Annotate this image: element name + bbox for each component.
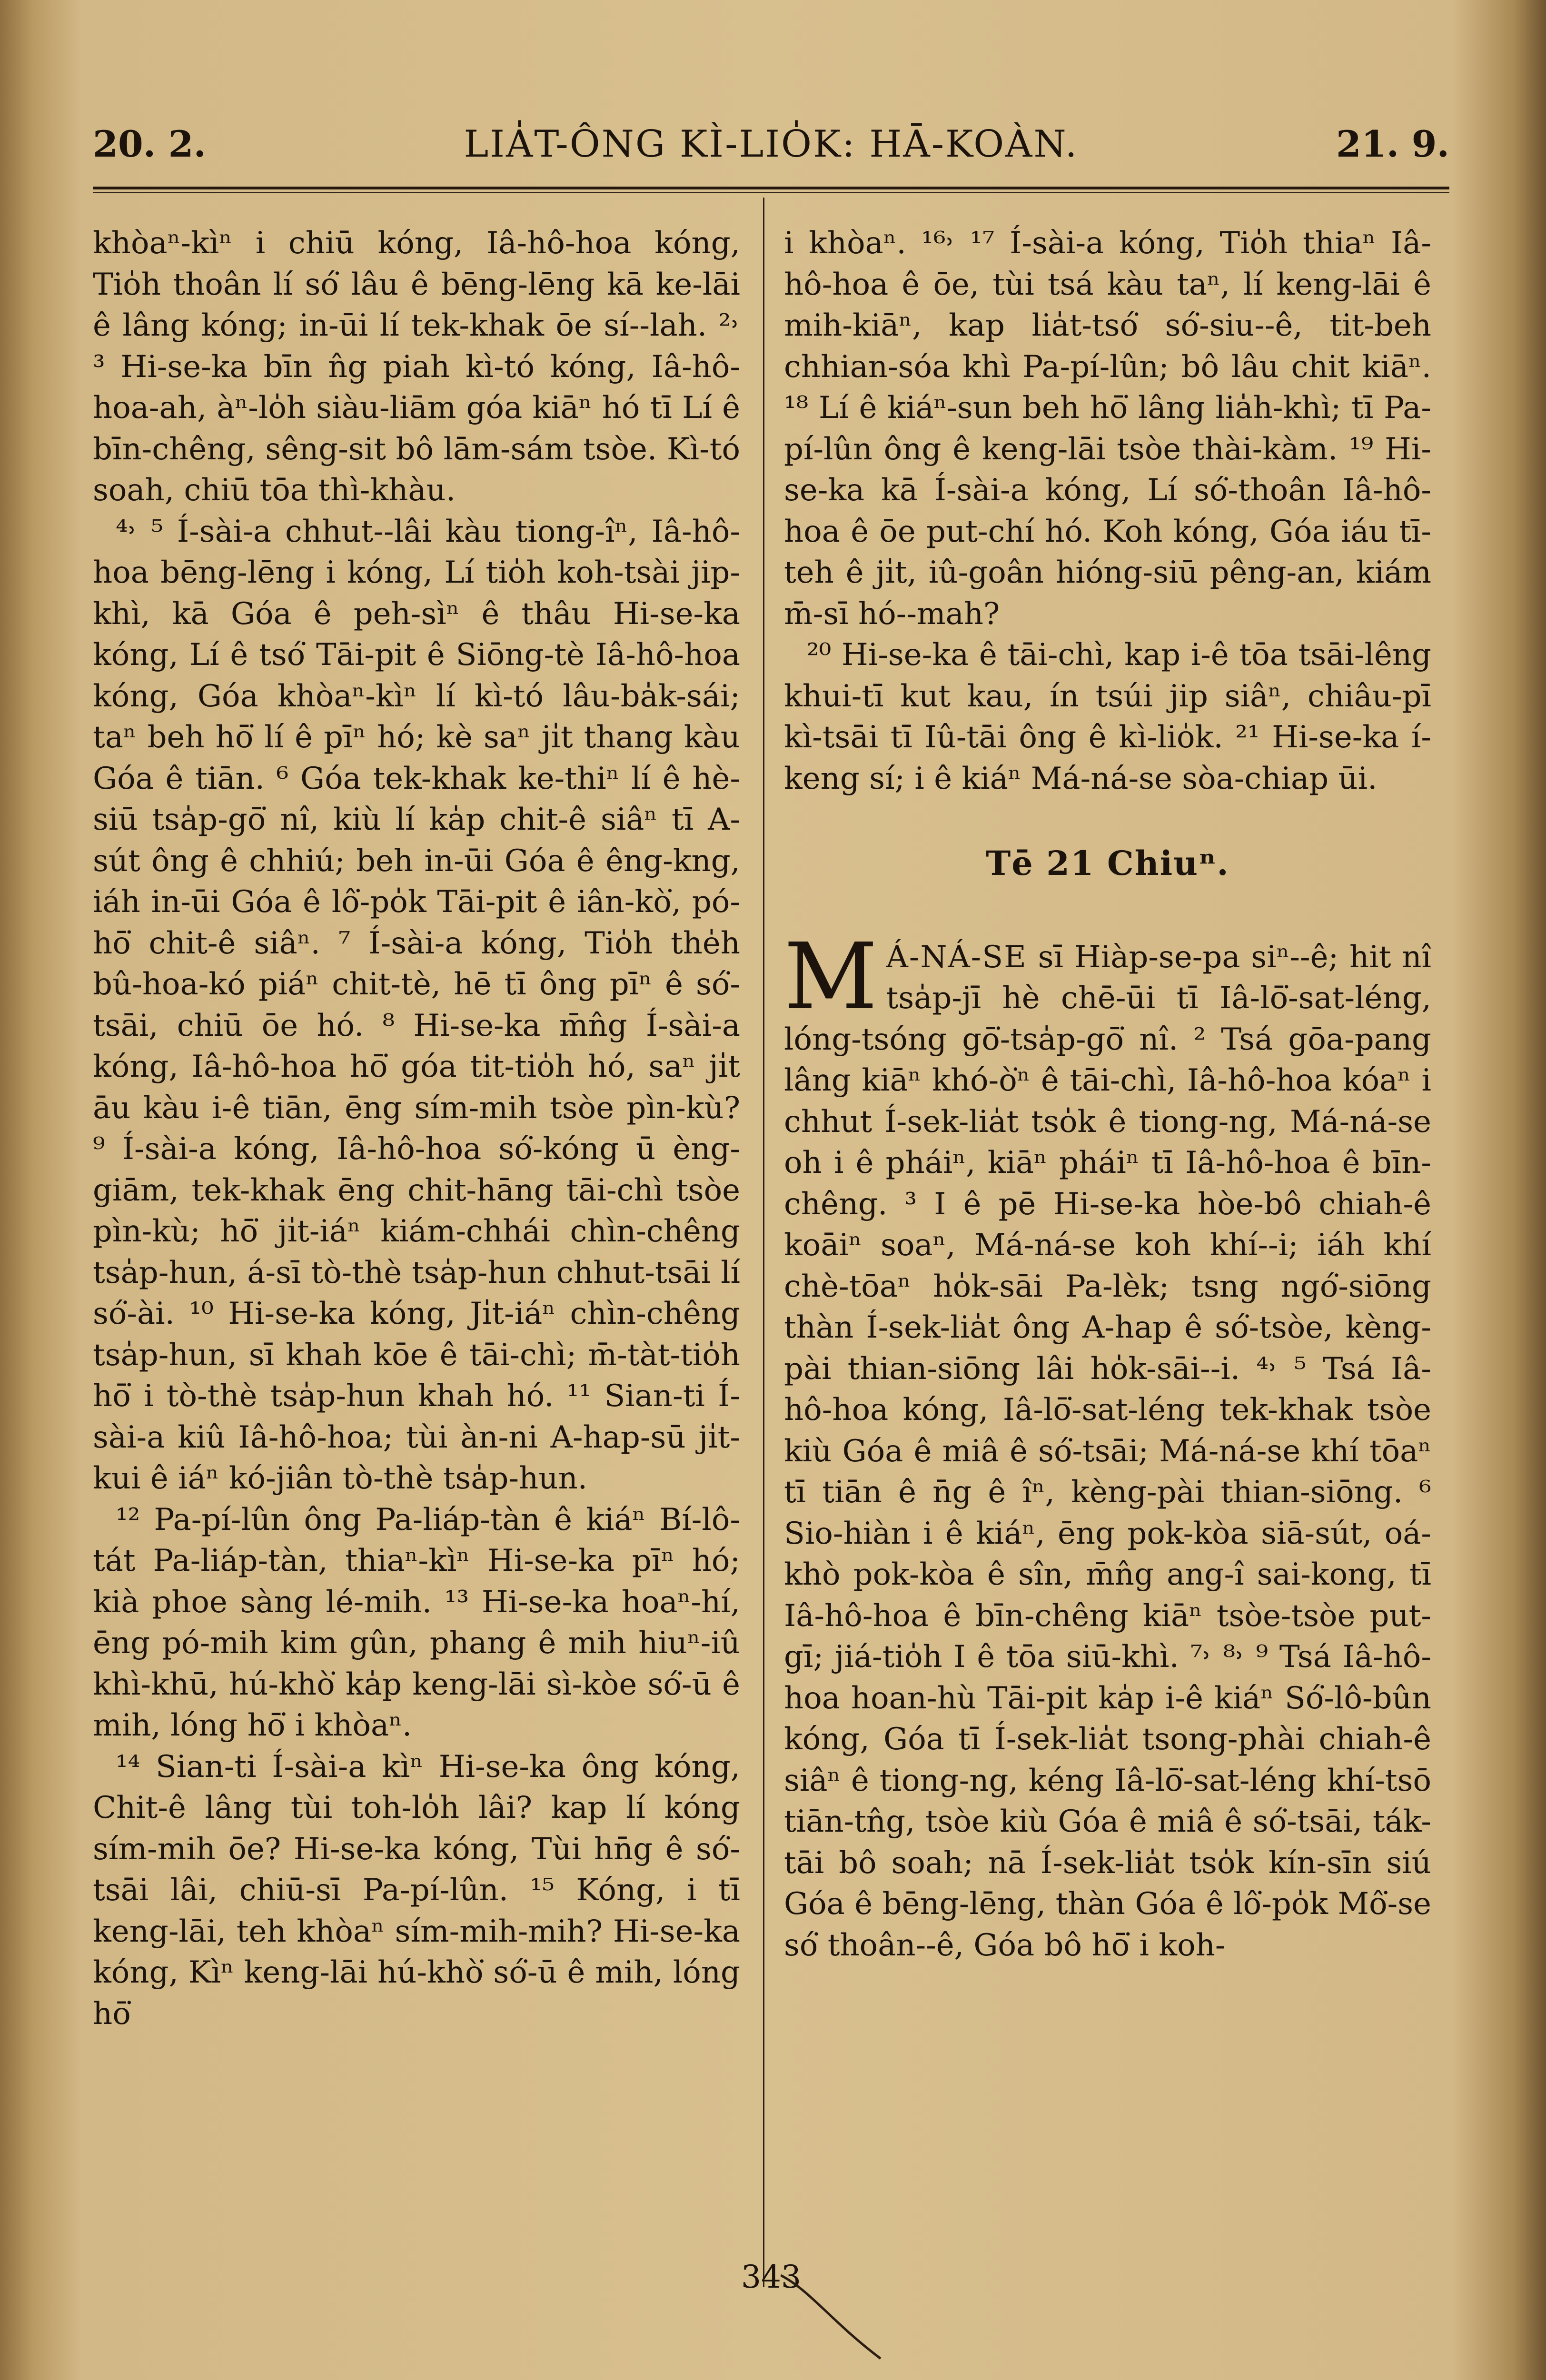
header-rule-thin (93, 192, 1449, 193)
running-header (93, 123, 1449, 180)
left-paragraph-2: ⁴˒ ⁵ Í-sài-a chhut--lâi kàu tiong-îⁿ, Iâ-hô-hoa bēng-lēng i kóng, Lí tio̍h koh-tsài jip-khì, kā Góa ê peh-sìⁿ ê thâu Hi-se-ka kóng, Lí ê tsó͘ Tāi-pit ê Siōng-tè Iâ-hô-hoa kóng, Góa khòaⁿ-kìⁿ lí kì-tó lâu-ba̍k-sái; taⁿ beh hō͘ lí ê pīⁿ hó; kè saⁿ ji̍t thang kàu Góa ê tiān. ⁶ Góa tek-khak ke-thiⁿ lí ê hè-siū tsa̍p-gō͘ nî, kiù lí ka̍p chit-ê siâⁿ tī A-sút ông ê chhiú; beh in-ūi Góa ê êng-kng, iáh in-ūi Góa ê lô͘-po̍k Tāi-pit ê iân-kò͘, pó-hō͘ chit-ê siâⁿ. ⁷ Í-sài-a kóng, Tio̍h the̍h bû-hoa-kó piáⁿ chit-tè, hē tī ông pīⁿ ê só͘-tsāi, chiū ōe hó. ⁸ Hi-se-ka m̄n̂g Í-sài-a kóng, Iâ-hô-hoa hō͘ góa tit-tio̍h hó, saⁿ ji̍t āu kàu i-ê tiān, ēng sím-mih tsòe pìn-kù? ⁹ Í-sài-a kóng, Iâ-hô-hoa só͘-kóng ū èng-giām, tek-khak ēng chit-hāng tāi-chì tsòe pìn-kù; hō͘ ji̍t-iáⁿ kiám-chhái chìn-chêng tsa̍p-hun, á-sī tò-thè tsa̍p-hun chhut-tsāi lí só͘-ài. ¹⁰ Hi-se-ka kóng, Ji̍t-iáⁿ chìn-chêng tsa̍p-hun, sī khah kōe ê tāi-chì; m̄-tàt-tio̍h hō͘ i tò-thè tsa̍p-hun khah hó. ¹¹ Sian-ti Í-sài-a kiû Iâ-hô-hoa; tùi àn-ni A-hap-sū ji̍t-kui ê iáⁿ kó-jiân tò-thè tsa̍p-hun. (93, 514, 740, 1496)
chapter-text: sī Hiàp-se-pa siⁿ--ê; hit nî tsa̍p-jī hè chē-ūi tī Iâ-lō͘-sat-léng, lóng-tsóng gō͘-tsa̍p-gō͘ nî. ² Tsá gōa-pang lâng kiāⁿ khó-ò͘ⁿ ê tāi-chì, Iâ-hô-hoa kóaⁿ i chhut Í-sek-lia̍t tso̍k ê tiong-ng, Má-ná-se oh i ê pháiⁿ, kiāⁿ pháiⁿ tī Iâ-hô-hoa ê bīn-chêng. ³ I ê pē Hi-se-ka hòe-bô chiah-ê koāiⁿ soaⁿ, Má-ná-se koh khí--i; iáh khí chè-tōaⁿ ho̍k-sāi Pa-lèk; tsng ngó͘-siōng thàn Í-sek-lia̍t ông A-hap ê só͘-tsòe, kèng-pài thian-siōng lâi ho̍k-sāi--i. ⁴˒ ⁵ Tsá Iâ-hô-hoa kóng, Iâ-lō͘-sat-léng tek-khak tsòe kiù Góa ê miâ ê só͘-tsāi; Má-ná-se khí tōaⁿ tī tiān ê n̄g ê îⁿ, kèng-pài thian-siōng. ⁶ Sio-hiàn i ê kiáⁿ, ēng pok-kòa siā-sút, oá-khò pok-kòa ê sîn, m̄n̂g ang-î sai-kong, tī Iâ-hô-hoa ê bīn-chêng kiāⁿ tsòe-tsòe put-gī; jiá-tio̍h I ê tōa siū-khì. ⁷˒ ⁸˒ ⁹ Tsá Iâ-hô-hoa hoan-hù Tāi-pit ka̍p i-ê kiáⁿ Só͘-lô-bûn kóng, Góa tī Í-sek-lia̍t tsong-phài chiah-ê siâⁿ ê tiong-ng, kéng Iâ-lō͘-sat-léng khí-tsō tiān-tn̂g, tsòe kiù Góa ê miâ ê só͘-tsāi, ták-tāi bô soah; nā Í-sek-lia̍t tso̍k kín-sīn siú Góa ê bēng-lēng, thàn Góa ê lô͘-po̍k Mô͘-se só͘ thoân--ê, Góa bô hō͘ i koh- (784, 939, 1432, 1963)
chapter-opening-caps: Á-NÁ-SE (886, 939, 1027, 975)
header-left-reference: 20. 2. (93, 123, 207, 165)
left-paragraph-3: ¹² Pa-pí-lûn ông Pa-liáp-tàn ê kiáⁿ Bí-lô-tát Pa-liáp-tàn, thiaⁿ-kìⁿ Hi-se-ka pīⁿ hó; kià phoe sàng lé-mih. ¹³ Hi-se-ka hoaⁿ-hí, ēng pó-mih kim gûn, phang ê mih hiuⁿ-iû khì-khū, hú-khò͘ ka̍p keng-lāi sì-kòe só͘-ū ê mih, lóng hō͘ i khòaⁿ. (93, 1502, 740, 1743)
drop-cap: M (784, 923, 878, 1030)
right-column (784, 223, 1431, 1966)
left-column (93, 223, 740, 2034)
header-rule (93, 187, 1449, 189)
chapter-opening (784, 923, 1432, 1966)
page-number: 343 (741, 2259, 801, 2295)
right-paragraph-20: ²⁰ Hi-se-ka ê tāi-chì, kap i-ê tōa tsāi-lêng khui-tī kut kau, ín tsúi jip siâⁿ, chiâu-pī kì-tsāi tī Iû-tāi ông ê kì-lio̍k. ²¹ Hi-se-ka í-keng sí; i ê kiáⁿ Má-ná-se sòa-chiap ūi. (784, 637, 1431, 796)
header-title: LIA̍T-ÔNG KÌ-LIO̍K: HĀ-KOÀN. (464, 123, 1079, 166)
chapter-heading: Tē 21 Chiuⁿ. (986, 843, 1229, 883)
column-divider (763, 198, 764, 2287)
pen-stroke-icon (781, 2271, 904, 2366)
left-paragraph-4: ¹⁴ Sian-ti Í-sài-a kìⁿ Hi-se-ka ông kóng, Chit-ê lâng tùi toh-lo̍h lâi? kap lí kóng sím-mih ōe? Hi-se-ka kóng, Tùi hn̄g ê só͘-tsāi lâi, chiū-sī Pa-pí-lûn. ¹⁵ Kóng, i tī keng-lāi, teh khòaⁿ sím-mih-mih? Hi-se-ka kóng, Kìⁿ keng-lāi hú-khò͘ só͘-ū ê mih, lóng hō͘ (93, 1749, 740, 2032)
left-paragraph-1: khòaⁿ-kìⁿ i chiū kóng, Iâ-hô-hoa kóng, Tio̍h thoân lí só͘ lâu ê bēng-lēng kā ke-lāi ê lâng kóng; in-ūi lí tek-khak ōe sí--lah. ²˒ ³ Hi-se-ka bīn n̂g piah kì-tó kóng, Iâ-hô-hoa-ah, àⁿ-lo̍h siàu-liām góa kiāⁿ hó tī Lí ê bīn-chêng, sêng-sit bô lām-sám tsòe. Kì-tó soah, chiū tōa thì-khàu. (93, 226, 740, 508)
header-right-reference: 21. 9. (1336, 123, 1449, 165)
right-continuation: i khòaⁿ. ¹⁶˒ ¹⁷ Í-sài-a kóng, Tio̍h thiaⁿ Iâ-hô-hoa ê ōe, tùi tsá kàu taⁿ, lí keng-lāi ê mih-kiāⁿ, kap lia̍t-tsó͘ só͘-siu--ê, tit-beh chhian-sóa khì Pa-pí-lûn; bô lâu chit kiāⁿ. ¹⁸ Lí ê kiáⁿ-sun beh hō͘ lâng lia̍h-khì; tī Pa-pí-lûn ông ê keng-lāi tsòe thài-kàm. ¹⁹ Hi-se-ka kā Í-sài-a kóng, Lí só͘-thoân Iâ-hô-hoa ê ōe put-chí hó. Koh kóng, Góa iáu tī-teh ê ji̍t, iû-goân hióng-siū pêng-an, kiám m̄-sī hó--mah? (784, 226, 1431, 632)
